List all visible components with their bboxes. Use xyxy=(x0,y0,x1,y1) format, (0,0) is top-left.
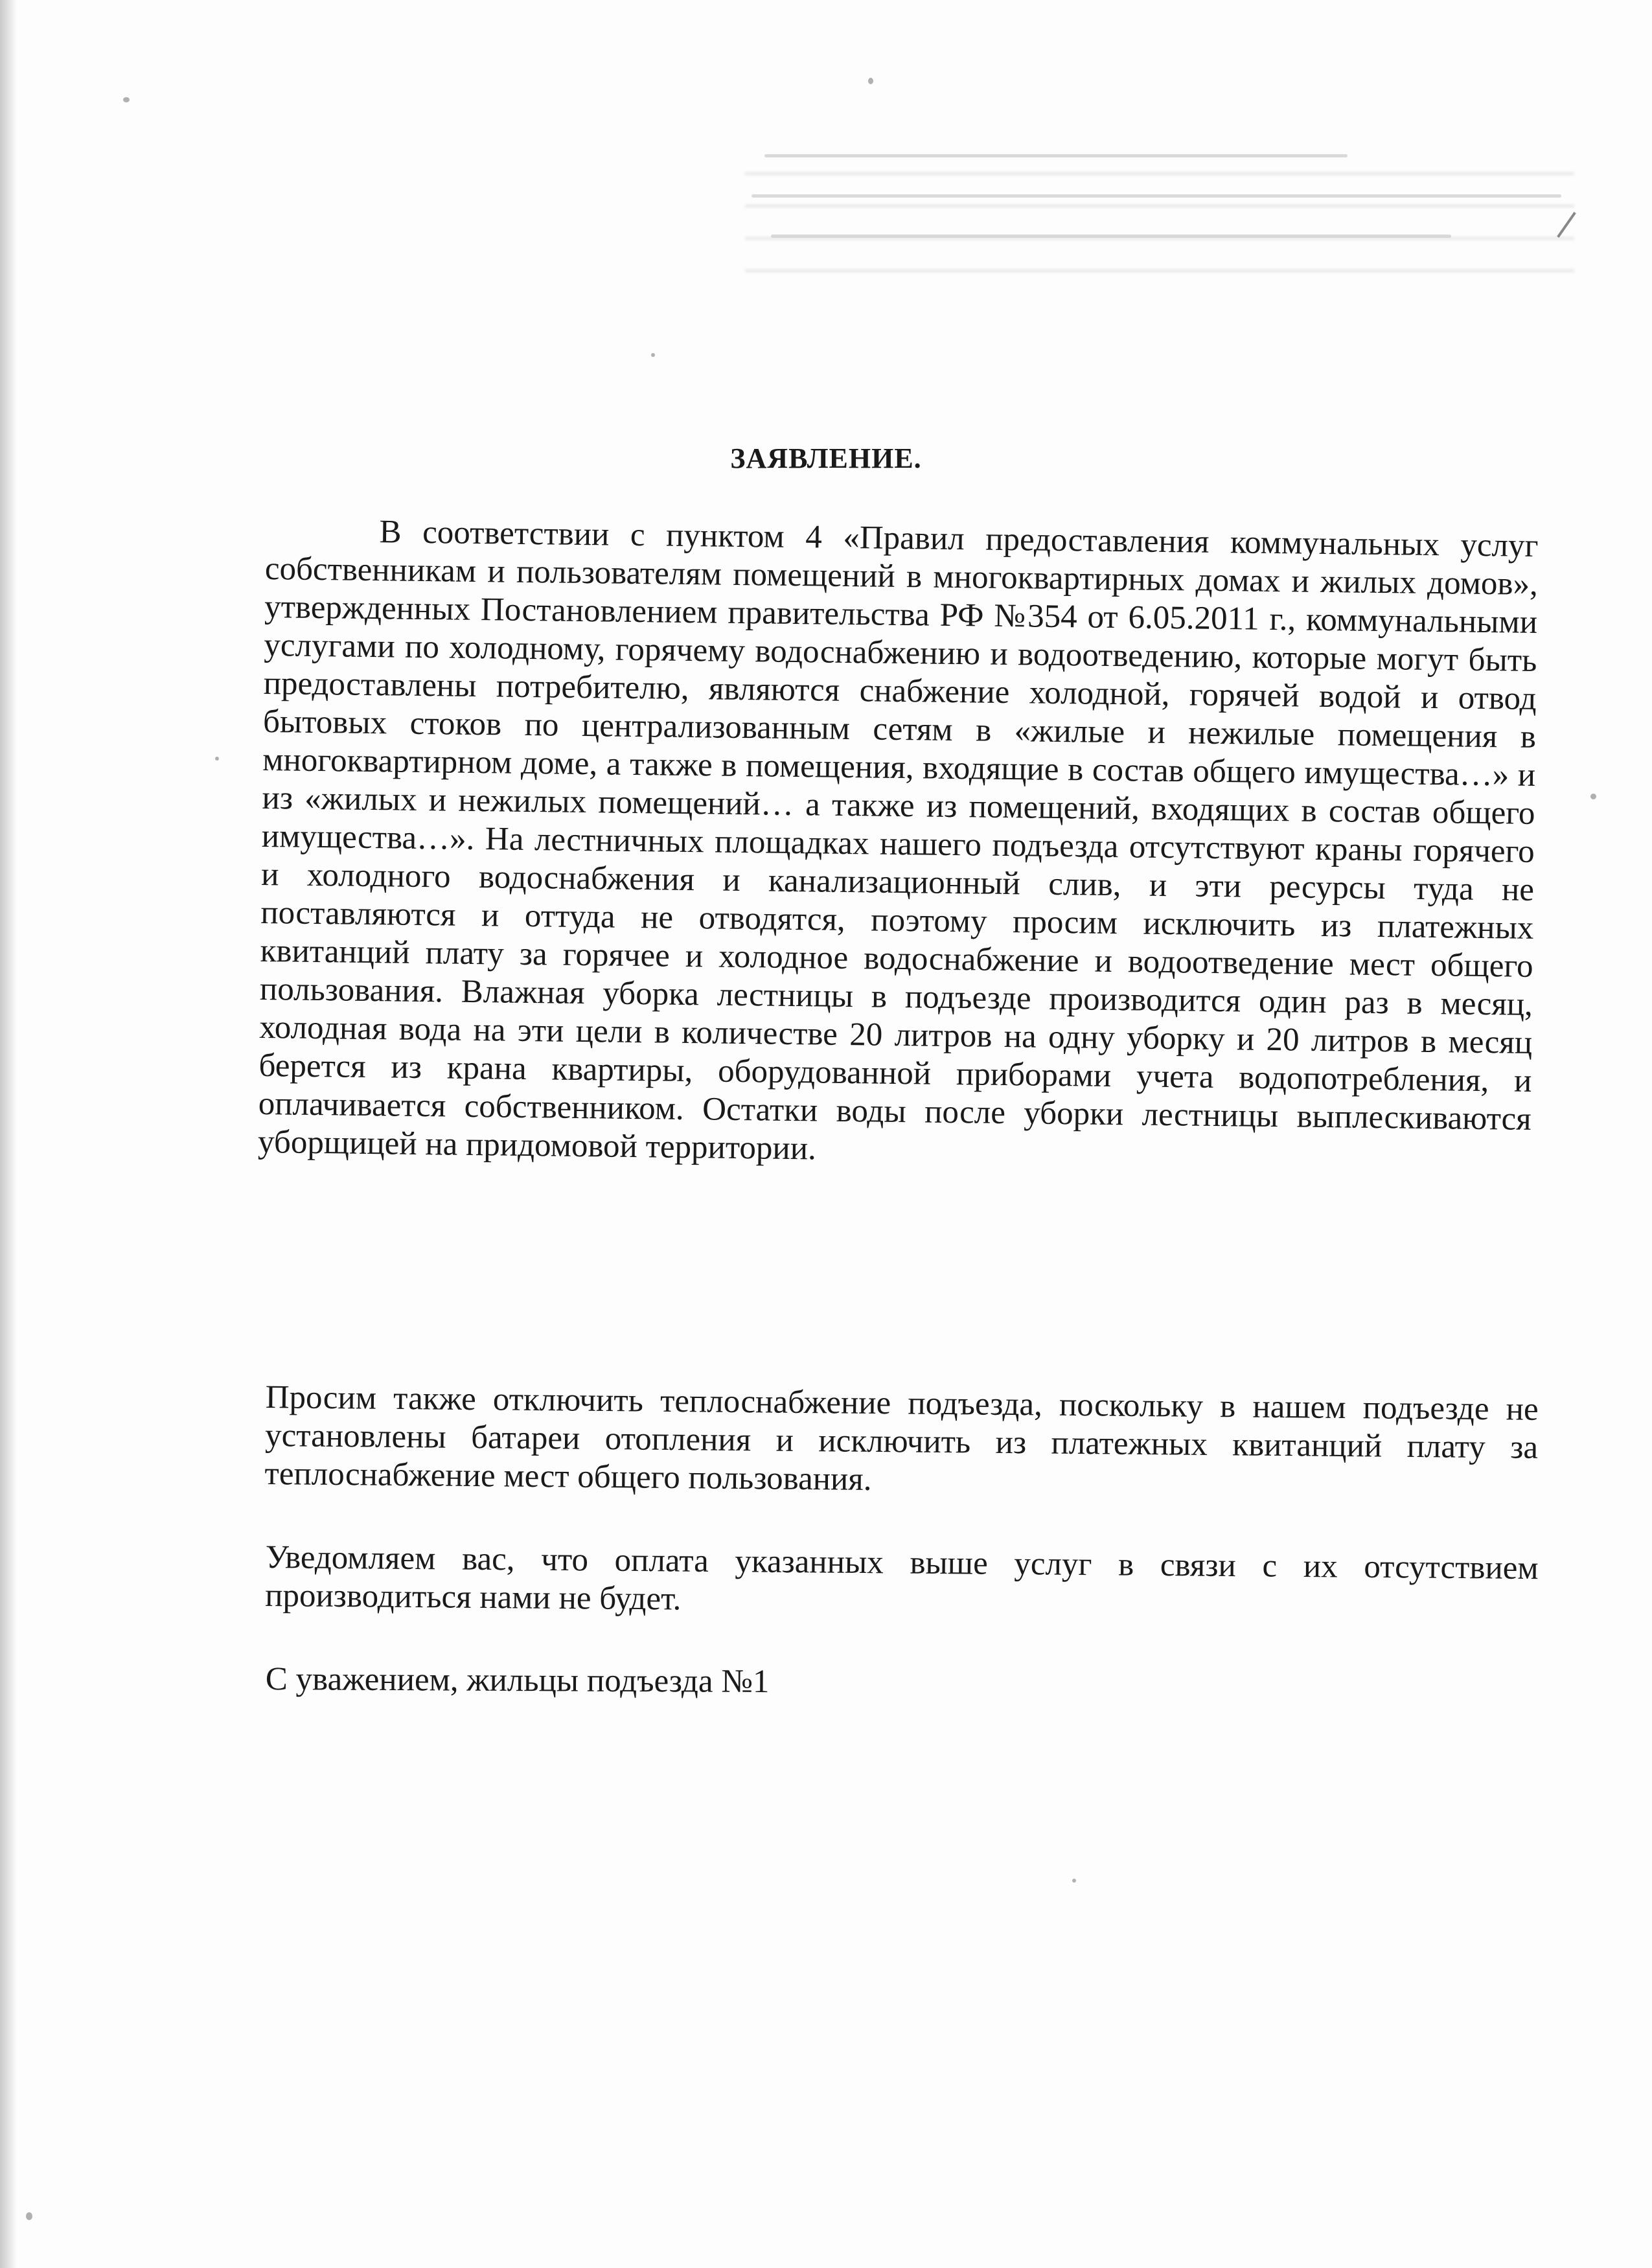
paragraph-heating: Просим также отключить теплоснабжение подъезда, поскольку в нашем подъезде не установлены батареи отопления и исключить из платежных квитанций плату за теплоснабжение мест общего пользования. xyxy=(264,1379,1539,1498)
redacted-addressee-block xyxy=(745,143,1574,272)
closing-signature: С уважением, жильцы подъезда №1 xyxy=(265,1661,770,1701)
scan-speck xyxy=(868,78,873,84)
scan-speck xyxy=(651,353,655,357)
scan-edge-shadow xyxy=(0,0,17,2268)
paragraph-notice: Уведомляем вас, что оплата указанных выше услуг в связи с их отсутствием производиться нами не будет. xyxy=(264,1539,1539,1618)
scan-speck xyxy=(26,2212,32,2220)
scan-speck xyxy=(123,97,130,102)
scan-speck xyxy=(1072,1879,1076,1883)
redacted-line xyxy=(764,154,1348,157)
paragraph-main: В соответствии с пунктом 4 «Правил предоставления коммунальных услуг собственникам и пользователям помещений в многоквартирных домах и жилых домов», утвержденных Постановлением правительства РФ №354 от 6.05.2011 г., коммунальными услугами по холодному, горячему водоснабжению и водоотведению, которые могут быть предоставлены потребителю, являются снабжение холодной, горячей водой и отвод бытовых стоков по централизованным сетям в «жилые и нежилые помещения в многоквартирном доме, а также в помещения, входящие в состав общего имущества…» и из «жилых и нежилых помещений… а также из помещений, входящих в состав общего имущества…». На лестничных площадках нашего подъезда отсутствуют краны горячего и холодного водоснабжения и канализационный слив, и эти ресурсы туда не поставляются и оттуда не отводятся, поэтому просим исключить из платежных квитанций плату за горячее и холодное водоснабжение и водоотведение мест общего пользования. Влажная уборка лестницы в подъезде производится один раз в месяц, холодная вода на эти цели в количестве 20 литров на одну уборку и 20 литров в месяц берется из крана квартиры, оборудованной приборами учета водопотребления, и оплачивается собственником. Остатки воды после уборки лестницы выплескиваются уборщицей на придомовой территории. xyxy=(257,514,1539,1167)
scan-speck xyxy=(215,757,219,761)
scan-speck xyxy=(1590,794,1596,799)
redacted-line xyxy=(771,235,1451,238)
redacted-line xyxy=(751,194,1561,198)
document-title: ЗАЯВЛЕНИЕ. xyxy=(730,442,922,474)
